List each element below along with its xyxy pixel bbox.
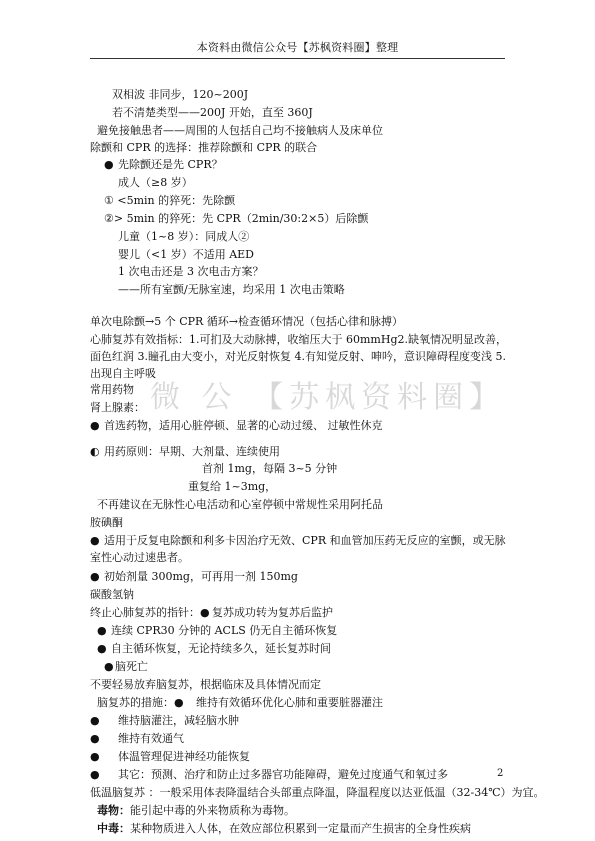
bullet-icon: ● [90,750,100,763]
bullet-icon: ● [104,660,114,673]
text-line: 终止心肺复苏的指针：● 复苏成功转为复苏后监护 [90,606,333,619]
text-line: 重复给 1~3mg， [188,480,277,493]
bullet-icon: ● [97,624,107,637]
term-label: 中毒： [97,822,130,835]
text-line: ① <5min 的猝死：先除颤 [104,194,236,207]
bullet-item: ●脑死亡 [104,660,148,673]
text-line: 不再建议在无脉性心电活动和心室停顿中常规性采用阿托品 [97,498,383,511]
term-label: 毒物： [97,804,130,817]
watermark: 微 公 【苏枫资料圈】 [150,380,506,415]
bullet-item: ◐ 用药原则：早期、大剂量、连续使用 [90,445,280,458]
definition-line: 中毒：某种物质进入人体，在效应部位积累到一定量而产生损害的全身性疾病 [97,822,471,835]
bullet-item: ● 维持有效通气 [90,732,184,745]
text-line: 首剂 1mg，每隔 3~5 分钟 [202,462,338,475]
paragraph: 心肺复苏有效指标：1.可扪及大动脉搏，收缩压大于 60mmHg2.缺氧情况明显改善，面色红润 3.瞳孔由大变小，对光反射恢复 4.有知觉反射、呻吟，意识障碍程度变浅 5.出现自主呼吸 [90,333,507,380]
bullet-item: ● 连续 CPR30 分钟的 ACLS 仍无自主循环恢复 [97,624,338,637]
bullet-icon: ● [90,419,100,432]
text-line: 不要轻易放弃脑复苏，根据临床及具体情况而定 [90,678,321,691]
text-line: ②> 5min 的猝死：先 CPR（2min/30:2×5）后除颤 [104,212,369,225]
section-heading: 胺碘酮 [90,516,123,529]
bullet-icon: ● [104,158,114,171]
bullet-item: ● 自主循环恢复，无论持续多久，延长复苏时间 [97,642,331,655]
bullet-item: ● 首选药物，适用心脏停顿、显著的心动过缓、 过敏性休克 [90,419,383,432]
bullet-item: ● 维持脑灌注，减轻脑水肿 [90,714,239,727]
text-line: 肾上腺素： [90,401,145,414]
text-line: 除颤和 CPR 的选择：推荐除颤和 CPR 的联合 [90,141,318,154]
text-line: 双相波 非同步，120~200J [112,88,249,101]
bullet-item: ● 初始剂量 300mg，可再用一剂 150mg [90,570,298,583]
definition-line: 毒物：能引起中毒的外来物质称为毒物。 [97,804,295,817]
section-heading: 常用药物 [90,383,134,396]
text-line: 1 次电击还是 3 次电击方案？ [118,265,264,278]
text-line: 单次电除颤→5 个 CPR 循环→检查循环情况（包括心律和脉搏） [90,315,404,328]
text-line: 儿童（1~8 岁）：同成人② [118,230,250,243]
bullet-icon: ◐ [90,445,100,458]
text-line: 避免接触患者——周围的人包括自己均不接触病人及床单位 [97,124,383,137]
bullet-icon: ● [174,696,184,709]
text-line: 低温脑复苏 ：一般采用体表降温结合头部重点降温，降温程度以达亚低温（32-34℃）为宜。 [90,786,545,799]
bullet-item: ● 体温管理促进神经功能恢复 [90,750,250,763]
bullet-icon: ● [90,768,100,781]
text-line: 脑复苏的措施：● 维持有效循环优化心肺和重要脏器灌注 [97,696,383,709]
bullet-icon: ● [90,534,100,547]
page-number: 2 [497,768,504,779]
text-line: ——所有室颤/无脉室速，均采用 1 次电击策略 [118,283,345,296]
bullet-icon: ● [90,732,100,745]
bullet-icon: ● [97,642,107,655]
bullet-icon: ● [200,606,210,619]
bullet-item: ● 先除颤还是先 CPR？ [104,158,223,171]
bullet-icon: ● [90,714,100,727]
bullet-icon: ● [90,570,100,583]
page-header: 本资料由微信公众号【苏枫资料圈】整理 [196,41,399,54]
text-line: 若不清楚类型——200J 开始，直至 360J [112,106,313,119]
header-rule [90,58,505,59]
text-line: 成人（≥8 岁） [118,176,193,189]
text-line: 婴儿（<1 岁）不适用 AED [118,248,255,261]
bullet-item: ● 其它：预测、治疗和防止过多器官功能障碍，避免过度通气和氧过多 [90,768,448,781]
bullet-paragraph: ● 适用于反复电除颤和利多卡因治疗无效、CPR 和血管加压药无反应的室颤，或无脉室性心动过速患者。 [90,534,506,564]
section-heading: 碳酸氢钠 [90,588,134,601]
